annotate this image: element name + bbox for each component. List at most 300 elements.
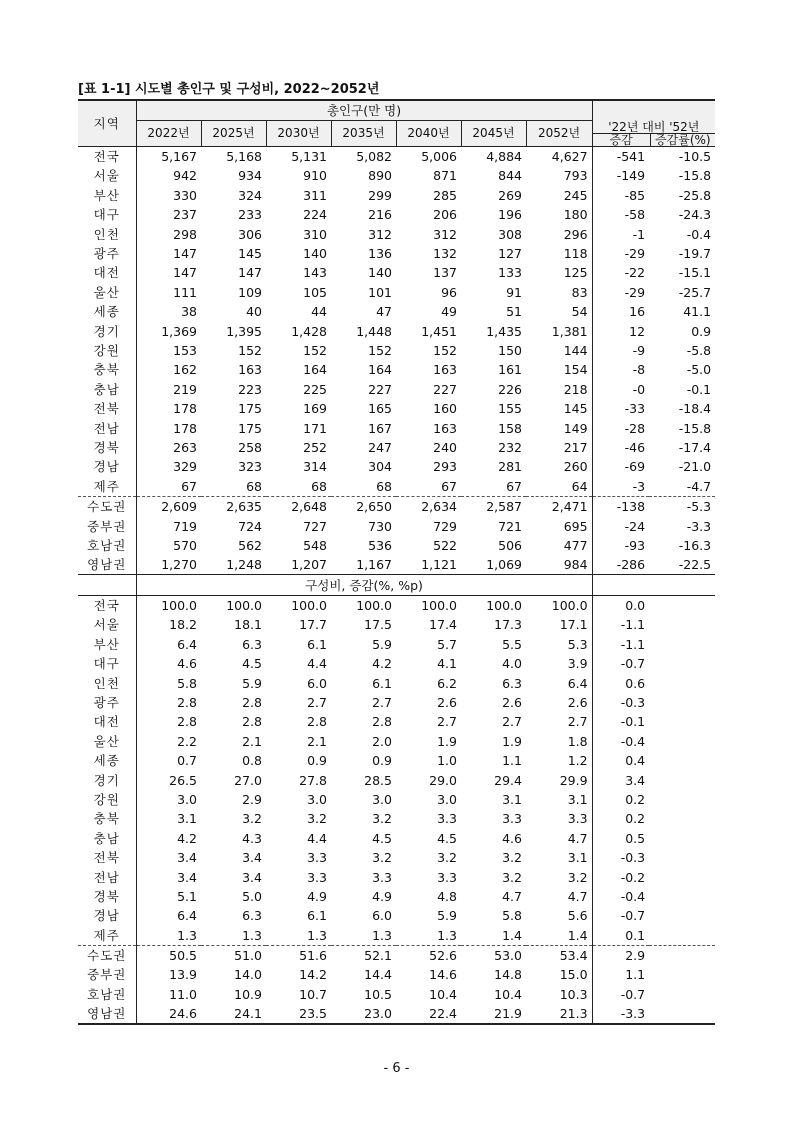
value-cell: 10.5 [364,986,392,1002]
value-cell: 147 [173,265,197,281]
value-cell: 109 [238,284,262,300]
value-cell: 312 [433,226,457,242]
value-cell: 245 [526,186,592,205]
value-cell: 548 [303,537,327,553]
region-cell: 광주 [78,693,136,712]
value-cell: 28.5 [364,772,392,788]
section-header-row [78,575,715,595]
value-cell: 890 [368,168,392,184]
value-cell: 67 [506,478,522,494]
value-cell: 2,471 [526,496,592,516]
region-cell: 서울 [78,615,136,634]
value-cell: 2.1 [242,733,262,749]
value-cell: 3.1 [526,848,592,867]
value-cell: 152 [303,342,327,358]
change-rate-cell: -5.0 [686,362,712,378]
region-cell: 수도권 [78,945,136,965]
change-cell: -0.4 [620,733,646,749]
value-cell: 729 [433,518,457,534]
value-cell: 3.1 [526,790,592,809]
value-cell: 2.6 [502,695,522,711]
change-cell: -0 [632,381,646,397]
region-cell: 울산 [78,732,136,751]
region-cell: 경기 [78,321,136,340]
value-cell: 247 [368,439,392,455]
value-cell: 54 [526,302,592,321]
value-cell: 100.0 [291,598,327,614]
value-cell: 3.2 [526,867,592,886]
change-cell: -29 [624,284,646,300]
value-cell: 323 [238,459,262,475]
value-cell: 152 [433,342,457,358]
value-cell: 24.1 [201,1004,266,1024]
value-cell: 175 [238,401,262,417]
value-cell: 281 [498,459,522,475]
empty-cell [649,770,715,789]
header-year: 2052년 [526,121,592,147]
value-cell: 1.8 [526,732,592,751]
value-cell: 1.0 [437,753,457,769]
table-title: [표 1-1] 시도별 총인구 및 구성비, 2022~2052년 [78,82,380,97]
value-cell: 23.5 [266,1004,331,1024]
value-cell: 163 [433,362,457,378]
region-cell: 제주 [78,926,136,946]
region-cell: 대전 [78,712,136,731]
value-cell: 844 [498,168,522,184]
change-cell: -149 [616,168,646,184]
value-cell: 100.0 [526,595,592,615]
value-cell: 17.3 [494,617,522,633]
value-cell: 17.7 [299,617,327,633]
value-cell: 2.7 [307,695,327,711]
region-cell: 세종 [78,302,136,321]
value-cell: 3.2 [307,811,327,827]
value-cell: 0.9 [307,753,327,769]
value-cell: 1,121 [421,557,457,573]
value-cell: 252 [303,439,327,455]
value-cell: 871 [433,168,457,184]
change-rate-cell: -10.5 [678,149,712,165]
value-cell: 162 [173,362,197,378]
value-cell: 260 [526,457,592,476]
value-cell: 4.9 [307,888,327,904]
region-cell: 강원 [78,790,136,809]
value-cell: 127 [498,246,522,262]
change-cell: -1.1 [620,617,646,633]
value-cell: 133 [498,265,522,281]
value-cell: 934 [238,168,262,184]
value-cell: 150 [498,342,522,358]
value-cell: 6.4 [177,636,197,652]
value-cell: 1,428 [291,323,327,339]
value-cell: 1,448 [356,323,392,339]
empty-cell [649,867,715,886]
value-cell: 15.0 [526,965,592,984]
page-number: - 6 - [383,1061,410,1076]
value-cell: 522 [433,537,457,553]
value-cell: 4.4 [307,830,327,846]
change-cell: 0.4 [625,753,646,769]
table-row [78,457,715,476]
change-cell: -85 [624,187,646,203]
table-row [78,380,715,399]
change-rate-cell: -15.1 [678,265,712,281]
table-row [78,751,715,770]
value-cell: 1.3 [437,927,457,943]
empty-cell [649,965,715,984]
change-cell: 0.2 [625,811,646,827]
value-cell: 51.0 [201,945,266,965]
value-cell: 49 [441,304,457,320]
value-cell: 5,131 [291,149,327,165]
change-cell: 1.1 [625,967,646,983]
value-cell: 306 [238,226,262,242]
value-cell: 167 [368,420,392,436]
region-cell: 전북 [78,848,136,867]
change-cell: -286 [616,557,646,573]
region-cell: 호남권 [78,985,136,1004]
value-cell: 5.7 [437,636,457,652]
change-rate-cell: -16.3 [678,537,712,553]
value-cell: 144 [526,341,592,360]
value-cell: 721 [498,518,522,534]
value-cell: 0.7 [177,753,197,769]
header-year: 2030년 [266,121,331,147]
table-row [78,732,715,751]
value-cell: 299 [368,187,392,203]
change-rate-cell: -25.7 [678,284,712,300]
region-cell: 전북 [78,399,136,418]
region-cell: 영남권 [78,555,136,575]
change-rate-cell: 0.9 [691,323,712,339]
value-cell: 14.0 [234,967,262,983]
value-cell: 4.7 [502,888,522,904]
value-cell: 17.4 [429,617,457,633]
value-cell: 258 [238,439,262,455]
value-cell: 3.2 [372,811,392,827]
header-blank [592,100,715,121]
value-cell: 50.5 [136,945,201,965]
value-cell: 147 [238,265,262,281]
value-cell: 1,435 [486,323,522,339]
value-cell: 4.2 [177,830,197,846]
value-cell: 218 [526,380,592,399]
table-row [78,615,715,634]
value-cell: 17.5 [364,617,392,633]
value-cell: 4.2 [372,656,392,672]
value-cell: 1.4 [526,926,592,946]
region-cell: 대구 [78,654,136,673]
change-cell: -29 [624,246,646,262]
value-cell: 64 [526,477,592,497]
value-cell: 730 [368,518,392,534]
region-cell: 충남 [78,380,136,399]
value-cell: 17.1 [526,615,592,634]
value-cell: 2,609 [136,496,201,516]
value-cell: 2.8 [372,714,392,730]
value-cell: 1,207 [291,557,327,573]
region-cell: 전국 [78,146,136,166]
value-cell: 100.0 [161,598,197,614]
value-cell: 2,650 [331,496,396,516]
value-cell: 793 [526,166,592,185]
value-cell: 11.0 [169,986,197,1002]
value-cell: 136 [368,246,392,262]
change-rate-cell: -22.5 [678,557,712,573]
value-cell: 1,248 [226,557,262,573]
header-year: 2040년 [396,121,461,147]
table-row [78,790,715,809]
change-cell: 12 [629,323,646,339]
value-cell: 14.4 [364,967,392,983]
value-cell: 216 [368,207,392,223]
value-cell: 118 [526,244,592,263]
change-cell: -3.3 [592,1004,649,1024]
empty-cell [649,635,715,654]
table-row [78,712,715,731]
value-cell: 269 [498,187,522,203]
value-cell: 175 [238,420,262,436]
value-cell: 10.7 [299,986,327,1002]
value-cell: 217 [526,438,592,457]
value-cell: 51 [506,304,522,320]
value-cell: 147 [173,246,197,262]
change-cell: 0.6 [625,675,646,691]
value-cell: 506 [498,537,522,553]
value-cell: 5,168 [226,149,262,165]
value-cell: 178 [173,420,197,436]
value-cell: 329 [173,459,197,475]
value-cell: 2.9 [242,791,262,807]
value-cell: 68 [246,478,262,494]
value-cell: 5,006 [421,149,457,165]
value-cell: 29.9 [526,770,592,789]
value-cell: 240 [433,439,457,455]
value-cell: 149 [526,418,592,437]
table-row [78,283,715,302]
empty-cell [649,809,715,828]
region-cell: 충남 [78,829,136,848]
change-cell: -0.7 [620,986,646,1002]
value-cell: 3.0 [307,791,327,807]
table-row [78,302,715,321]
region-cell: 강원 [78,341,136,360]
section-blank [78,575,136,595]
change-cell: -69 [624,459,646,475]
value-cell: 4.6 [502,830,522,846]
change-rate-cell: -15.8 [678,168,712,184]
value-cell: 161 [498,362,522,378]
table-row [78,654,715,673]
value-cell: 13.9 [169,967,197,983]
value-cell: 226 [498,381,522,397]
change-cell: -0.7 [620,656,646,672]
value-cell: 83 [526,283,592,302]
change-cell: 0.1 [625,927,646,943]
table-row [78,186,715,205]
header-year: 2045년 [461,121,526,147]
region-cell: 대구 [78,205,136,224]
value-cell: 158 [498,420,522,436]
empty-cell [649,829,715,848]
table-row [78,945,715,965]
value-cell: 3.2 [372,850,392,866]
region-cell: 서울 [78,166,136,185]
value-cell: 296 [526,224,592,243]
change-rate-cell: -19.7 [678,246,712,262]
empty-cell [649,945,715,965]
table-row [78,536,715,555]
value-cell: 1,167 [356,557,392,573]
header-year: 2022년 [136,121,201,147]
value-cell: 29.0 [429,772,457,788]
value-cell: 145 [526,399,592,418]
empty-cell [649,1004,715,1024]
table-row [78,635,715,654]
value-cell: 312 [368,226,392,242]
change-rate-cell: -3.3 [686,518,712,534]
value-cell: 219 [173,381,197,397]
value-cell: 96 [441,284,457,300]
region-cell: 전남 [78,867,136,886]
value-cell: 91 [506,284,522,300]
table-row [78,477,715,497]
value-cell: 2.1 [307,733,327,749]
value-cell: 164 [303,362,327,378]
region-cell: 울산 [78,283,136,302]
value-cell: 23.0 [331,1004,396,1024]
value-cell: 6.3 [242,636,262,652]
value-cell: 140 [303,246,327,262]
value-cell: 2.7 [372,695,392,711]
empty-cell [649,673,715,692]
value-cell: 21.3 [526,1004,592,1024]
value-cell: 1.3 [372,927,392,943]
table-row [78,321,715,340]
table-row [78,224,715,243]
empty-cell [649,848,715,867]
change-cell: -0.3 [620,850,646,866]
change-cell: -9 [632,342,646,358]
value-cell: 165 [368,401,392,417]
value-cell: 3.3 [437,811,457,827]
value-cell: 5,167 [161,149,197,165]
population-table [78,99,715,1025]
change-cell: -541 [616,149,646,165]
value-cell: 68 [311,478,327,494]
change-rate-cell: 41.1 [683,304,712,320]
change-rate-cell: -15.8 [678,420,712,436]
value-cell: 1.1 [502,753,522,769]
region-cell: 전남 [78,418,136,437]
value-cell: 5.9 [242,675,262,691]
change-rate-cell: -17.4 [678,439,712,455]
value-cell: 51.6 [266,945,331,965]
value-cell: 3.4 [242,869,262,885]
empty-cell [649,887,715,906]
table-row [78,399,715,418]
value-cell: 206 [433,207,457,223]
table-row [78,809,715,828]
change-cell: -93 [624,537,646,553]
change-cell: -0.1 [620,714,646,730]
header-change-label: 증감 [593,134,651,146]
value-cell: 477 [526,536,592,555]
value-cell: 105 [303,284,327,300]
change-cell: 3.4 [625,772,646,788]
change-cell: 0.0 [625,598,646,614]
value-cell: 4.6 [177,656,197,672]
value-cell: 2.7 [526,712,592,731]
header-population: 총인구(만 명) [136,100,592,121]
value-cell: 3.3 [307,850,327,866]
value-cell: 6.3 [242,908,262,924]
value-cell: 67 [441,478,457,494]
change-cell: -1 [632,226,646,242]
table-row [78,205,715,224]
header-change-rate-label: 증감률(%) [655,132,711,147]
value-cell: 1,451 [421,323,457,339]
value-cell: 100.0 [226,598,262,614]
value-cell: 3.3 [307,869,327,885]
change-cell: 2.9 [592,945,649,965]
value-cell: 5.8 [177,675,197,691]
value-cell: 942 [173,168,197,184]
change-cell: -0.3 [620,695,646,711]
value-cell: 6.4 [177,908,197,924]
table-body [78,146,715,1024]
value-cell: 3.1 [177,811,197,827]
value-cell: 27.0 [234,772,262,788]
header-change-group: '22년 대비 '52년 [593,121,716,134]
table-row [78,693,715,712]
change-cell: -24 [624,518,646,534]
value-cell: 6.0 [372,908,392,924]
value-cell: 143 [303,265,327,281]
region-cell: 충북 [78,360,136,379]
region-cell: 호남권 [78,536,136,555]
value-cell: 3.4 [177,869,197,885]
table-row [78,516,715,535]
value-cell: 137 [433,265,457,281]
value-cell: 5.8 [502,908,522,924]
value-cell: 52.1 [331,945,396,965]
value-cell: 5.5 [502,636,522,652]
region-cell: 제주 [78,477,136,497]
value-cell: 14.8 [494,967,522,983]
value-cell: 100.0 [356,598,392,614]
value-cell: 6.1 [372,675,392,691]
value-cell: 2,635 [201,496,266,516]
value-cell: 160 [433,401,457,417]
region-cell: 충북 [78,809,136,828]
empty-cell [649,615,715,634]
value-cell: 3.0 [437,791,457,807]
value-cell: 2,587 [461,496,526,516]
value-cell: 1,369 [161,323,197,339]
value-cell: 2.8 [242,714,262,730]
value-cell: 6.4 [526,673,592,692]
value-cell: 727 [303,518,327,534]
value-cell: 1,270 [161,557,197,573]
value-cell: 10.9 [234,986,262,1002]
value-cell: 225 [303,381,327,397]
value-cell: 1.2 [526,751,592,770]
change-rate-cell: -24.3 [678,207,712,223]
empty-cell [649,595,715,615]
value-cell: 3.2 [242,811,262,827]
change-rate-cell: -0.4 [686,226,712,242]
